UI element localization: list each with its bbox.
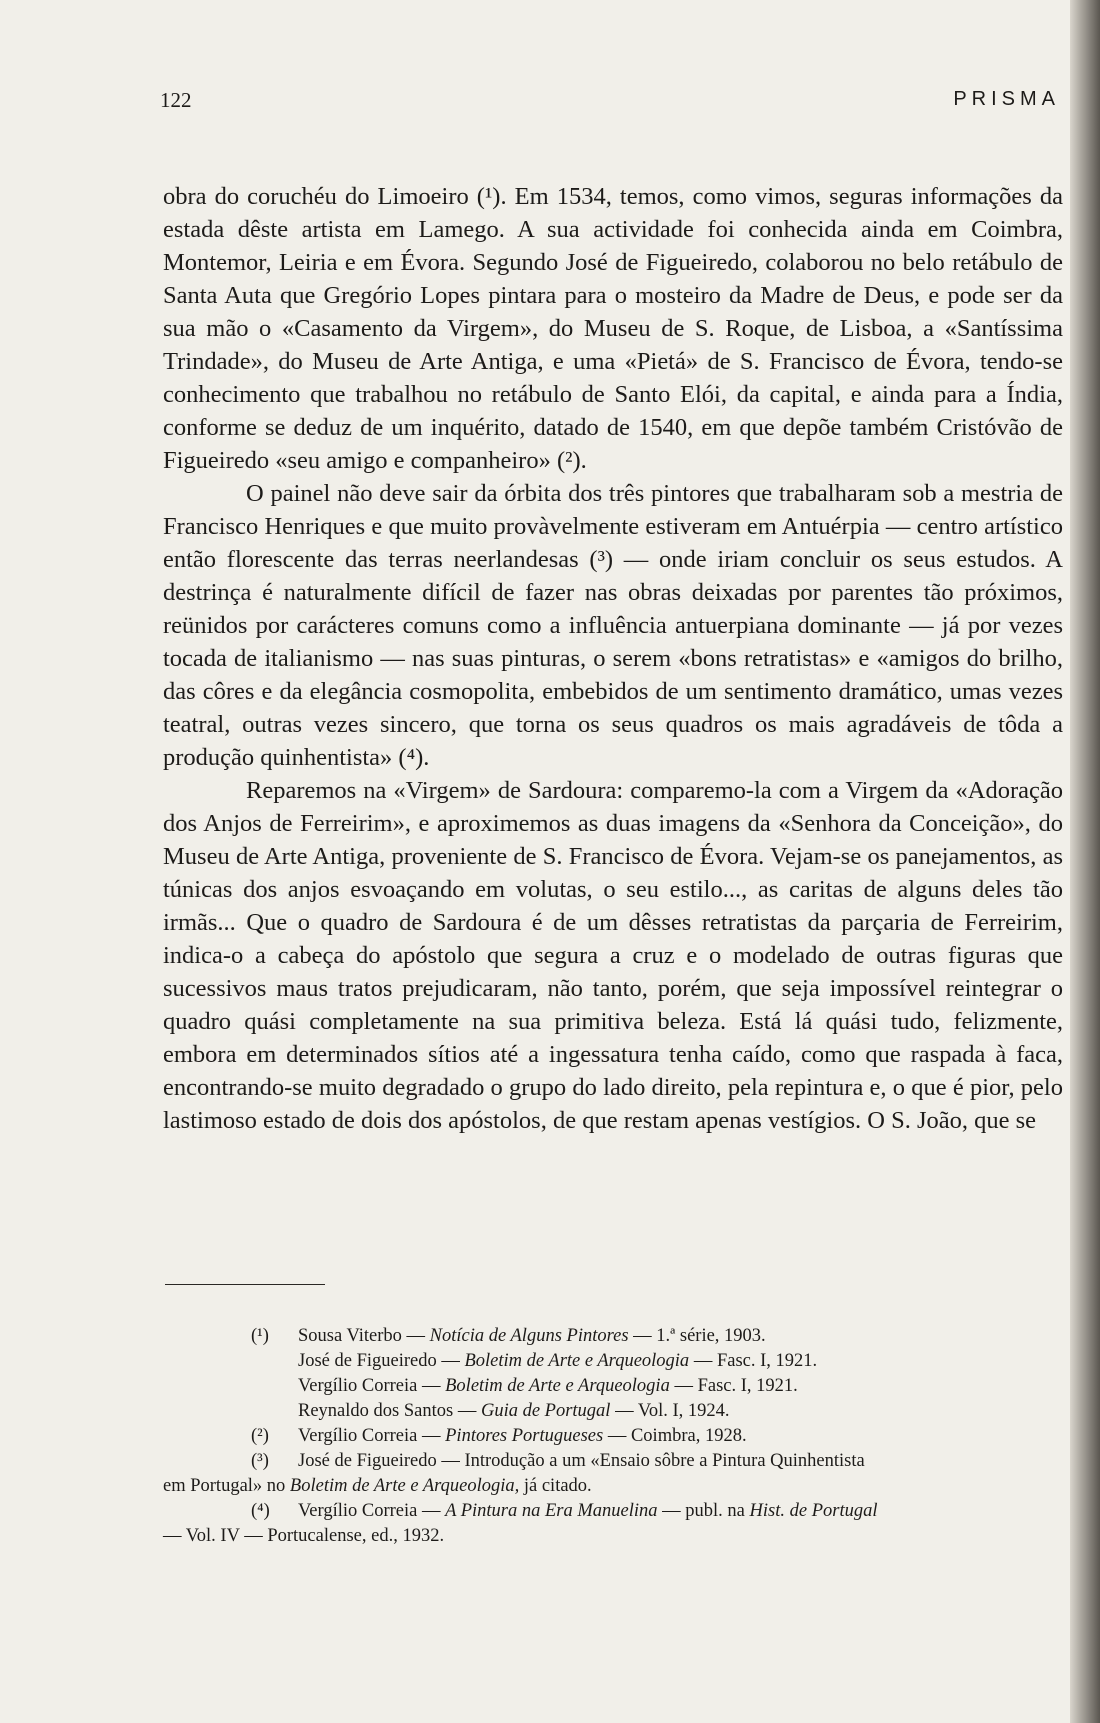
footnote-line: em Portugal» no Boletim de Arte e Arqueologia, já citado. [163, 1476, 592, 1496]
page-edge-shadow [1070, 0, 1100, 1723]
footnote-1 [163, 1324, 1063, 1424]
paragraph: obra do coruchéu do Limoeiro (¹). Em 1534, temos, como vimos, seguras informações da estada dêste artista em Lamego. A sua actividade foi conhecida ainda em Coimbra, Montemor, Leiria e em Évora. Segundo José de Figueiredo, colaborou no belo retábulo de Santa Auta que Gregório Lopes pintara para o mosteiro da Madre de Deus, e pode ser da sua mão o «Casamento da Virgem», do Museu de S. Roque, de Lisboa, a «Santíssima Trindade», do Museu de Arte Antiga, e uma «Pietá» de S. Francisco de Évora, tendo-se conhecimento que trabalhou no retábulo de Santo Elói, da capital, e ainda para a Índia, conforme se deduz de um inquérito, datado de 1540, em que depõe também Cristóvão de Figueiredo «seu amigo e companheiro» (²). [163, 183, 1063, 474]
footnote-line: Vergílio Correia — Pintores Portugueses — Coimbra, 1928. [298, 1426, 747, 1446]
footnote-2 [163, 1424, 1063, 1449]
paragraph: Reparemos na «Virgem» de Sardoura: comparemo-la com a Virgem da «Adoração dos Anjos de Ferreirim», e aproximemos as duas imagens da «Senhora da Conceição», do Museu de Arte Antiga, proveniente de S. Francisco de Évora. Vejam-se os panejamentos, as túnicas dos anjos esvoaçando em volutas, o seu estilo..., as caritas de alguns deles tão irmãs... Que o quadro de Sardoura é de um dêsses retratistas da parçaria de Ferreirim, indica-o a cabeça do apóstolo que segura a cruz e o modelado de outras figuras que sucessivos maus tratos prejudicaram, não tanto, porém, que seja impossível reintegrar o quadro quási completamente na sua primitiva beleza. Está lá quási tudo, felizmente, embora em determinados sítios até a ingessatura tenha caído, como que raspada à faca, encontrando-se muito degradado o grupo do lado direito, pela repintura e, o que é pior, pelo lastimoso estado de dois dos apóstolos, de que restam apenas vestígios. O S. João, que se [163, 777, 1063, 1134]
footnote-marker: (²) [251, 1426, 269, 1446]
footnote-4 [163, 1499, 1063, 1549]
paragraph: O painel não deve sair da órbita dos três pintores que trabalharam sob a mestria de Francisco Henriques e que muito provàvelmente estiveram em Antuérpia — centro artístico então florescente das terras neerlandesas (³) — onde iriam concluir os seus estudos. A destrinça é naturalmente difícil de fazer nas obras deixadas por parentes tão próximos, reünidos por carácteres comuns como a influência antuerpiana dominante — já por vezes tocada de italianismo — nas suas pinturas, o serem «bons retratistas» e «amigos do brilho, das côres e da elegância cosmopolita, embebidos de um sentimento dramático, umas vezes teatral, outras vezes sincero, que torna os seus quadros os mais agradáveis de tôda a produção quinhentista» (⁴). [163, 480, 1063, 771]
footnote-separator [165, 1284, 325, 1285]
footnote-marker: (⁴) [251, 1501, 270, 1521]
page-number: 122 [160, 88, 192, 112]
footnote-line: Vergílio Correia — A Pintura na Era Manuelina — publ. na Hist. de Portugal [298, 1501, 878, 1521]
footnote-marker: (³) [251, 1451, 269, 1471]
footnotes [163, 1324, 1063, 1549]
footnote-marker: (¹) [251, 1326, 269, 1346]
footnote-line: Sousa Viterbo — Notícia de Alguns Pintores — 1.ª série, 1903. [298, 1326, 766, 1346]
footnote-line: Vergílio Correia — Boletim de Arte e Arqueologia — Fasc. I, 1921. [298, 1376, 798, 1396]
footnote-line: José de Figueiredo — Introdução a um «Ensaio sôbre a Pintura Quinhentista [298, 1451, 865, 1471]
body-text [163, 180, 1063, 1137]
page-header [160, 88, 1060, 118]
running-title: PRISMA [953, 88, 1060, 110]
footnote-3 [163, 1449, 1063, 1499]
footnote-line: José de Figueiredo — Boletim de Arte e Arqueologia — Fasc. I, 1921. [298, 1351, 818, 1371]
footnote-line: — Vol. IV — Portucalense, ed., 1932. [163, 1526, 445, 1546]
footnote-line: Reynaldo dos Santos — Guia de Portugal — Vol. I, 1924. [298, 1401, 730, 1421]
